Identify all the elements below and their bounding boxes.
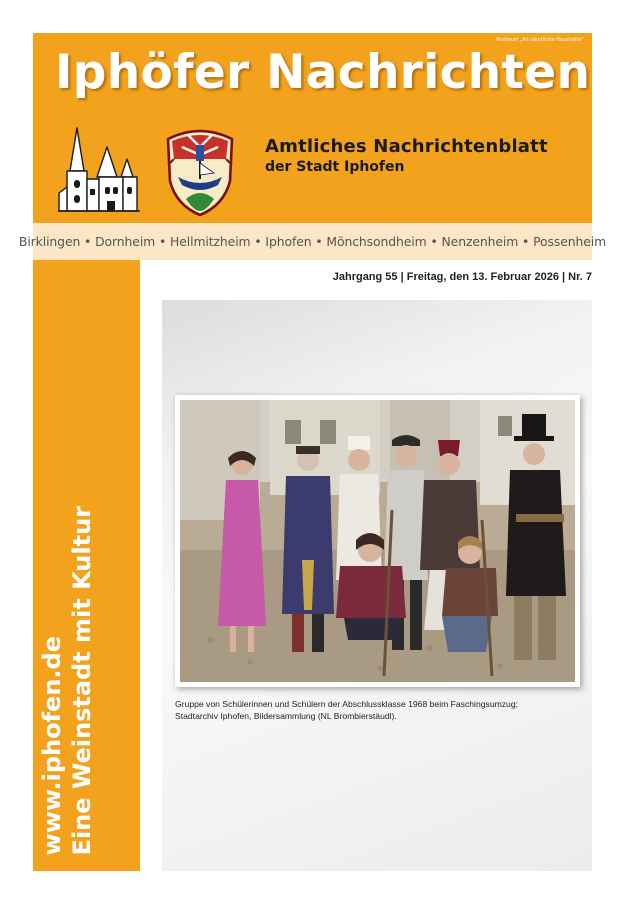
side-text (37, 506, 97, 855)
photo-caption (175, 698, 585, 722)
slogan: Eine Weinstadt mit Kultur (68, 505, 96, 855)
districts-bar: Birklingen • Dornheim • Hellmitzheim • Iphofen • Mönchsondheim • Nenzenheim • Possenheim (33, 223, 592, 260)
photo-frame (175, 395, 580, 687)
historic-group-photo (180, 400, 575, 682)
coat-of-arms-icon (160, 125, 240, 219)
website-url: www.iphofen.de (38, 635, 66, 855)
photo-panel (162, 300, 592, 871)
masthead (33, 33, 592, 223)
caption-line-1: Gruppe von Schülerinnen und Schülern der Abschlussklasse 1968 beim Faschingsumzug; (175, 699, 518, 709)
side-bar (33, 260, 140, 871)
church-skyline-icon (55, 125, 143, 215)
postal-note: Postwurf „An sämtliche Haushalte“ (496, 37, 584, 43)
issue-info: Jahrgang 55 | Freitag, den 13. Februar 2026 | Nr. 7 (332, 271, 592, 283)
subtitle-official-gazette: Amtliches Nachrichtenblatt (265, 136, 548, 157)
masthead-title: Iphöfer Nachrichten (55, 45, 591, 100)
subtitle-city: der Stadt Iphofen (265, 159, 405, 175)
caption-line-2: Stadtarchiv Iphofen, Bildersammlung (NL Brombierstäudl). (175, 711, 397, 721)
